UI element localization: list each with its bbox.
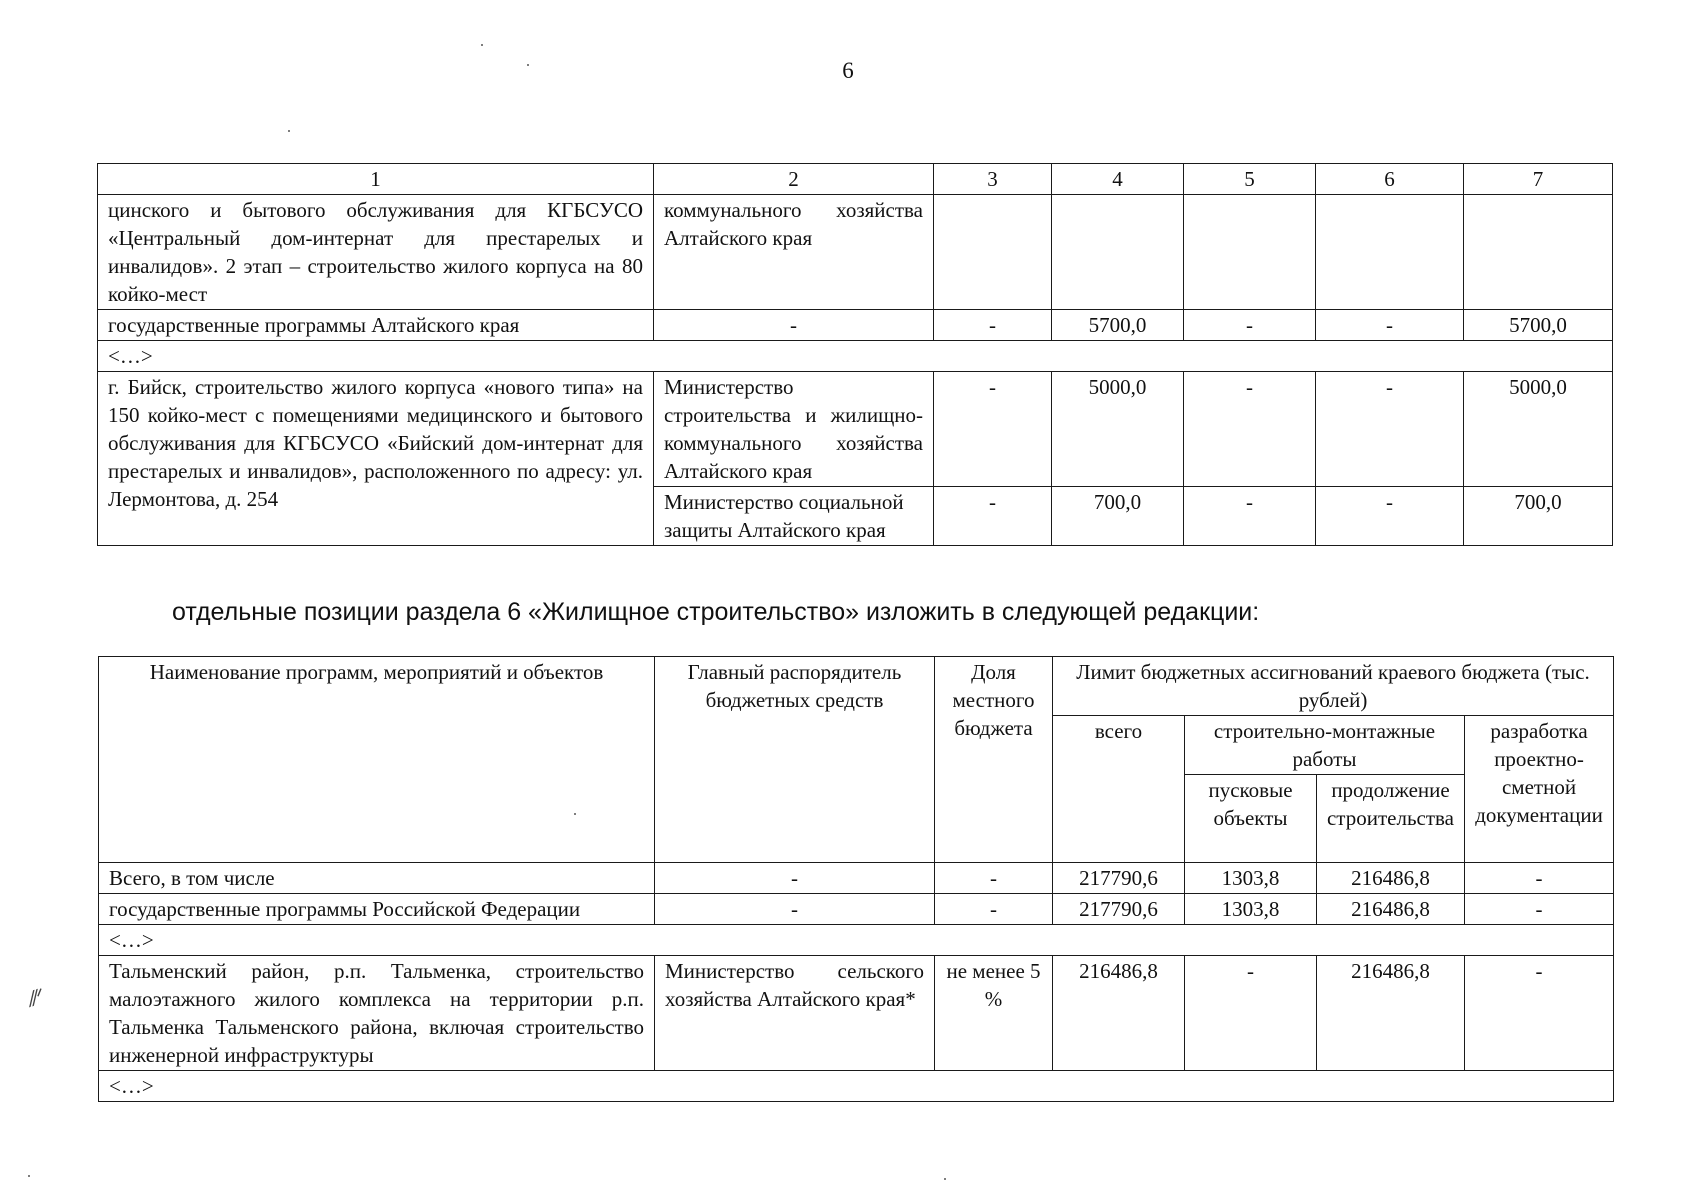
object-name-cell: цинского и бытового обслуживания для КГБСУСО «Центральный дом-интернат для престарелых и инвалидов». 2 этап – строительство жилого корпуса на 80 койко-мест	[98, 195, 654, 310]
scan-speck	[288, 130, 290, 132]
empty-cell	[1052, 195, 1184, 310]
column-number: 4	[1052, 164, 1184, 195]
header-row	[99, 657, 1614, 716]
ellipsis-cell: <…>	[99, 1071, 1614, 1102]
empty-cell	[1464, 195, 1613, 310]
page-number: 6	[842, 58, 854, 83]
object-name-cell: государственные программы Алтайского края	[98, 310, 654, 341]
continue-cell: 216486,8	[1317, 863, 1465, 894]
object-name-cell: государственные программы Российской Федерации	[99, 894, 655, 925]
table-row	[98, 372, 1613, 487]
launch-cell: 1303,8	[1185, 863, 1317, 894]
column-number: 7	[1464, 164, 1613, 195]
ellipsis-cell: <…>	[98, 341, 1613, 372]
header-construction: строительно-монтажные работы	[1185, 716, 1465, 775]
total-cell: 5000,0	[1052, 372, 1184, 487]
continue-cell: 216486,8	[1317, 956, 1465, 1071]
continue-cell: -	[1316, 372, 1464, 487]
table-row	[98, 195, 1613, 310]
ellipsis-row	[98, 341, 1613, 372]
total-cell: 5700,0	[1052, 310, 1184, 341]
scan-speck	[527, 64, 529, 66]
header-design: разработка проектно-сметной документации	[1465, 716, 1614, 863]
continue-cell: 216486,8	[1317, 894, 1465, 925]
continue-cell: -	[1316, 487, 1464, 546]
scan-speck	[481, 44, 483, 46]
manager-cell: -	[654, 310, 934, 341]
ellipsis-row	[99, 925, 1614, 956]
scan-speck	[944, 1178, 946, 1180]
column-number: 1	[98, 164, 654, 195]
design-cell: 5000,0	[1464, 372, 1613, 487]
column-number-row	[98, 164, 1613, 195]
table-row	[99, 863, 1614, 894]
header-launch: пусковые объекты	[1185, 775, 1317, 863]
column-number: 5	[1184, 164, 1316, 195]
design-cell: -	[1465, 894, 1614, 925]
launch-cell: -	[1185, 956, 1317, 1071]
header-limit: Лимит бюджетных ассигнований краевого бюджета (тыс. рублей)	[1053, 657, 1614, 716]
header-manager: Главный распорядитель бюджетных средств	[655, 657, 935, 863]
header-continue: продолжение строительства	[1317, 775, 1465, 863]
scan-mark-icon: ⁄⁄ᐟ	[26, 983, 49, 1011]
object-name-cell: Всего, в том числе	[99, 863, 655, 894]
scan-speck	[28, 1175, 30, 1177]
launch-cell: -	[1184, 310, 1316, 341]
section-intro-text: отдельные позиции раздела 6 «Жилищное строительство» изложить в следующей редакции:	[172, 598, 1260, 626]
launch-cell: 1303,8	[1185, 894, 1317, 925]
local-share-cell: -	[934, 487, 1052, 546]
empty-cell	[1184, 195, 1316, 310]
column-number: 2	[654, 164, 934, 195]
header-name: Наименование программ, мероприятий и объектов	[99, 657, 655, 863]
header-total: всего	[1053, 716, 1185, 863]
manager-cell: Министерство социальной защиты Алтайского края	[654, 487, 934, 546]
total-cell: 700,0	[1052, 487, 1184, 546]
column-number: 6	[1316, 164, 1464, 195]
local-share-cell: -	[935, 863, 1053, 894]
launch-cell: -	[1184, 372, 1316, 487]
ellipsis-cell: <…>	[99, 925, 1614, 956]
empty-cell	[1316, 195, 1464, 310]
local-share-cell: -	[935, 894, 1053, 925]
table-row	[99, 894, 1614, 925]
manager-cell: Министерство строительства и жилищно-коммунального хозяйства Алтайского края	[654, 372, 934, 487]
total-cell: 217790,6	[1053, 894, 1185, 925]
manager-cell: -	[655, 863, 935, 894]
object-name-cell: Тальменский район, р.п. Тальменка, строительство малоэтажного жилого комплекса на территории р.п. Тальменка Тальменского района, включая строительство инженерной инфраструктуры	[99, 956, 655, 1071]
design-cell: -	[1465, 863, 1614, 894]
manager-cell: Министерство сельского хозяйства Алтайского края*	[655, 956, 935, 1071]
ellipsis-row	[99, 1071, 1614, 1102]
design-cell: -	[1465, 956, 1614, 1071]
design-cell: 700,0	[1464, 487, 1613, 546]
manager-cell: -	[655, 894, 935, 925]
local-share-cell: не менее 5 %	[935, 956, 1053, 1071]
table-row	[99, 956, 1614, 1071]
housing-construction-table	[98, 656, 1614, 1102]
manager-cell: коммунального хозяйства Алтайского края	[654, 195, 934, 310]
total-cell: 217790,6	[1053, 863, 1185, 894]
table-row	[98, 310, 1613, 341]
total-cell: 216486,8	[1053, 956, 1185, 1071]
header-local-share: Доля местного бюджета	[935, 657, 1053, 863]
continue-cell: -	[1316, 310, 1464, 341]
launch-cell: -	[1184, 487, 1316, 546]
empty-cell	[934, 195, 1052, 310]
local-share-cell: -	[934, 310, 1052, 341]
column-number: 3	[934, 164, 1052, 195]
design-cell: 5700,0	[1464, 310, 1613, 341]
object-name-cell: г. Бийск, строительство жилого корпуса «нового типа» на 150 койко-мест с помещениями медицинского и бытового обслуживания для КГБСУСО «Бийский дом-интернат для престарелых и инвалидов», расположенного по адресу: ул. Лермонтова, д. 254	[98, 372, 654, 546]
budget-table-continuation	[97, 163, 1613, 546]
scan-speck	[574, 813, 576, 815]
local-share-cell: -	[934, 372, 1052, 487]
